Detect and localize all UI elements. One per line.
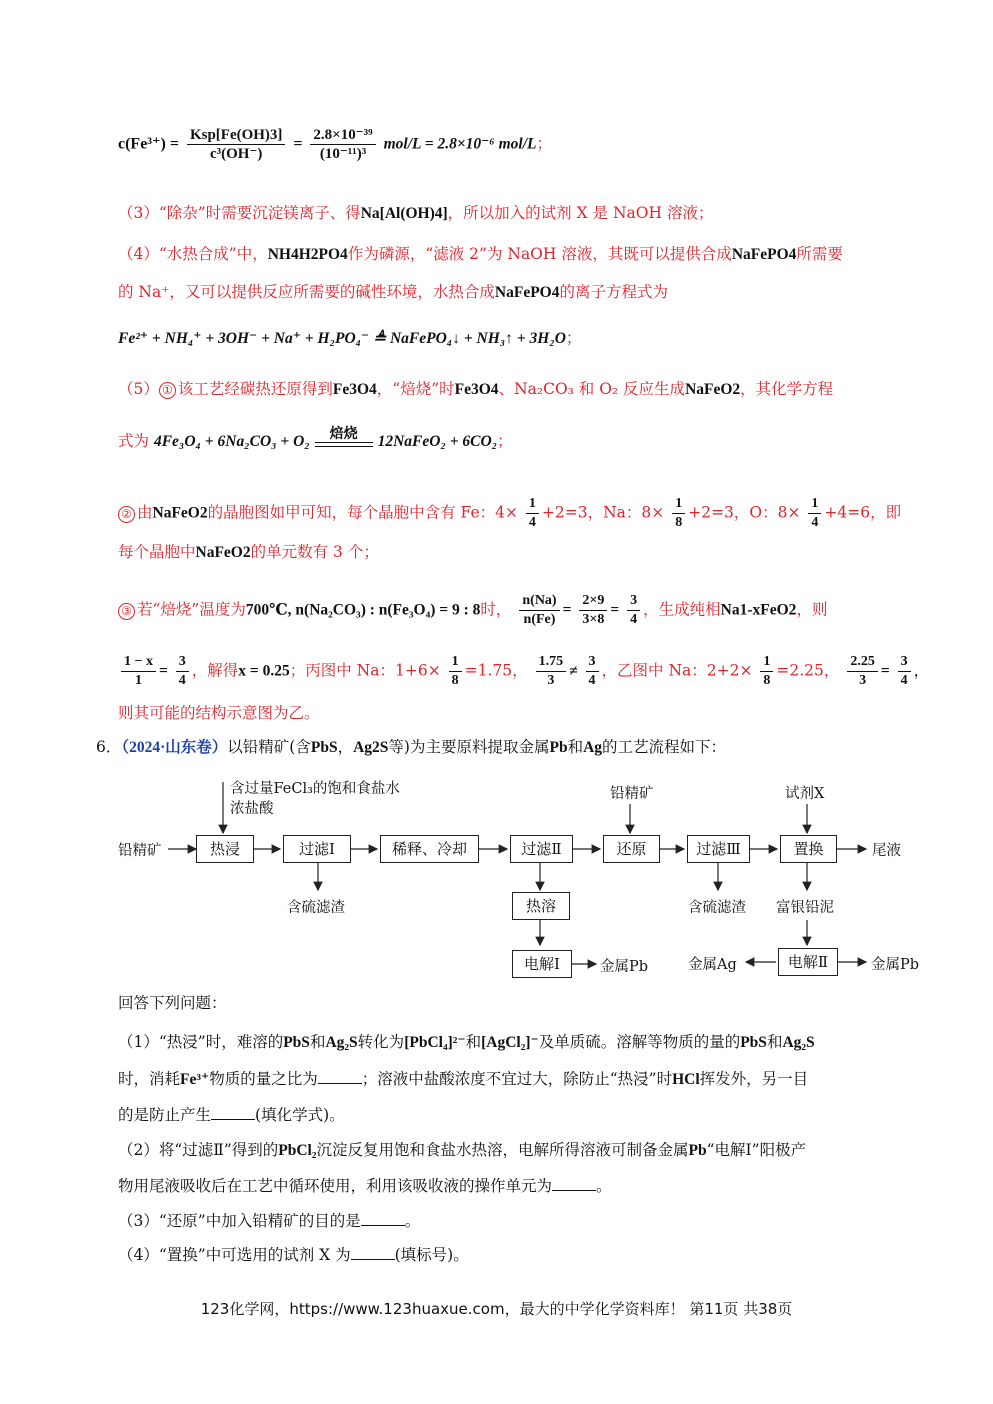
eq1-frac2: $\frac{\text{2.8×10⁻³⁹}}{\text{(10⁻¹¹)³}}$ [310, 126, 375, 163]
flow-reagent-x: 试剂X [785, 786, 825, 802]
box-filter-1: 过滤Ⅰ [283, 835, 351, 863]
answer-5-conclusion: 则其可能的结构示意图为乙。 [118, 704, 320, 722]
box-filter-2: 过滤Ⅱ [510, 835, 573, 863]
flow-input: 铅精矿 [118, 843, 162, 859]
box-filter-3: 过滤Ⅲ [687, 835, 750, 863]
ksp-equation: c(Fe³⁺) = $\frac{\text{Ksp[Fe(OH)3]}}{\text{c³(OH⁻)}}$ = $\frac{\text{2.8×10⁻³⁹}}{\text{(10⁻¹¹)³}}$ mol/L = 2.8×10⁻⁶ mol/L； [118, 127, 553, 162]
answer-3: （3）“除杂”时需要沉淀镁离子、得Na[Al(OH)4]，所以加入的试剂 X 是 NaOH 溶液； [118, 204, 714, 222]
ionic-equation: Fe²⁺ + NH₄⁺ + 3OH⁻ + Na⁺ + H₂PO₄⁻ ≜ NaFePO₄↓ + NH₃↑ + 3H₂O； [118, 329, 582, 347]
answer-5-part3-line1: ③ 若“焙烧”温度为700℃, n(Na₂CO₃) : n(Fe₃O₄) = 9 : 8时， $\frac{n(Na)}{n(Fe)}$ = $\frac{2\times 9}{3\times 8}$ = $\frac{3}{4}$ ，生成纯相Na1-xFeO2，则 [118, 592, 827, 629]
answer-blank[interactable] [211, 1119, 255, 1120]
question-2-line2: 物用尾液吸收后在工艺中循环使用，利用该吸收液的操作单元为 。 [118, 1177, 612, 1195]
box-reduce: 还原 [603, 835, 660, 863]
box-electrolysis-1: 电解Ⅰ [512, 950, 572, 978]
answer-4-line1: （4）“水热合成”中，NH4H2PO4作为磷源，“滤液 2”为 NaOH 溶液，其既可以提供合成NaFePO4所需要 [118, 245, 843, 263]
flow-top-label-1: 含过量FeCl₃的饱和食盐水 [230, 781, 400, 797]
answer-5-part2-line1: ② 由NaFeO2的晶胞图如甲可知，每个晶胞中含有 Fe：4× $\frac{1}{4}$ +2=3，Na：8× $\frac{1}{8}$ +2=3，O：8× $\frac{1}{4}$ +4=6，即 [118, 495, 901, 532]
answer-5-line1: （5） ① 该工艺经碳热还原得到Fe3O4，“焙烧”时Fe3O4、Na₂CO₃ 和 O₂ 反应生成NaFeO2，其化学方程 [118, 380, 834, 398]
question-1-line2: 时，消耗Fe³⁺物质的量之比为 ；溶液中盐酸浓度不宜过大，除防止“热浸”时HCl挥发外，另一目 [118, 1070, 809, 1088]
answer-blank[interactable] [351, 1259, 395, 1260]
answer-5-line2: 式为 4Fe₃O₄ + 6Na₂CO₃ + O₂ 焙烧 12NaFeO₂ + 6CO₂； [118, 430, 513, 453]
flow-residue-3: 含硫滤渣 [688, 900, 746, 916]
questions-intro: 回答下列问题： [118, 994, 227, 1012]
reaction-condition: 焙烧 [315, 442, 373, 453]
box-electrolysis-2: 电解Ⅱ [778, 948, 838, 976]
flow-metal-pb-1: 金属Pb [600, 959, 649, 975]
box-replace: 置换 [780, 835, 837, 863]
question-1-line3: 的是防止产生 (填化学式)。 [118, 1106, 345, 1124]
answer-4-line2: 的 Na⁺，又可以提供反应所需要的碱性环境，水热合成NaFePO4的离子方程式为 [118, 283, 669, 301]
circle-1: ① [159, 382, 176, 399]
flow-top-label-2: 浓盐酸 [230, 801, 274, 817]
question-3: （3）“还原”中加入铅精矿的目的是 。 [118, 1212, 421, 1230]
flow-metal-ag: 金属Ag [688, 957, 737, 973]
box-dilute-cool: 稀释、冷却 [380, 835, 479, 863]
box-hot-dissolve: 热溶 [512, 892, 570, 920]
flow-reduce-input: 铅精矿 [610, 786, 654, 802]
page-footer: 123化学网，https://www.123huaxue.com，最大的中学化学资料库！ 第11页 共38页 [200, 1300, 793, 1318]
question-1-line1: （1）“热浸”时，难溶的PbS和Ag₂S转化为[PbCl₄]²⁻和[AgCl₂]⁻及单质硫。溶解等物质的量的PbS和Ag₂S [118, 1033, 815, 1051]
flow-tail-liquid: 尾液 [872, 843, 901, 859]
flow-metal-pb-2: 金属Pb [871, 957, 920, 973]
flow-residue-1: 含硫滤渣 [287, 900, 345, 916]
eq1-tail: mol/L = 2.8×10⁻⁶ mol/L [383, 135, 537, 153]
box-hot-leach: 热浸 [196, 835, 254, 863]
question-2-line1: （2）将“过滤Ⅱ”得到的PbCl₂沉淀反复用饱和食盐水热溶，电解所得溶液可制备金属Pb“电解Ⅰ”阳极产 [118, 1141, 807, 1159]
answer-blank[interactable] [318, 1083, 362, 1084]
eq1-frac1: $\frac{\text{Ksp[Fe(OH)3]}}{\text{c³(OH⁻)}}$ [187, 126, 285, 163]
question-4: （4）“置换”中可选用的试剂 X 为 (填标号)。 [118, 1246, 469, 1264]
answer-5-part3-line2: $\frac{1 - x}{1}$ = $\frac{3}{4}$ ，解得x = 0.25；丙图中 Na：1+6× $\frac{1}{8}$ =1.75， $\frac{1.75}{3}$ ≠ $\frac{3}{4}$ ，乙图中 Na：2+2× $\frac{1}{8}$ =2.25， $\frac{2.25}{3}$ = $\frac{3}{4}$ ， [118, 653, 929, 690]
question-source: （2024·山东卷） [121, 739, 228, 756]
question-6-stem: 6．（2024·山东卷）以铅精矿(含PbS，Ag2S等)为主要原料提取金属Pb和Ag的工艺流程如下： [96, 738, 727, 756]
eq1-lhs: c(Fe³⁺) = [118, 135, 179, 153]
flow-silver-mud: 富银铅泥 [776, 900, 834, 916]
formula-na-al-oh4: Na[Al(OH)4] [360, 205, 448, 222]
answer-blank[interactable] [361, 1225, 405, 1226]
answer-5-part2-line2: 每个晶胞中NaFeO2的单元数有 3 个； [118, 543, 379, 561]
answer-blank[interactable] [552, 1190, 596, 1191]
